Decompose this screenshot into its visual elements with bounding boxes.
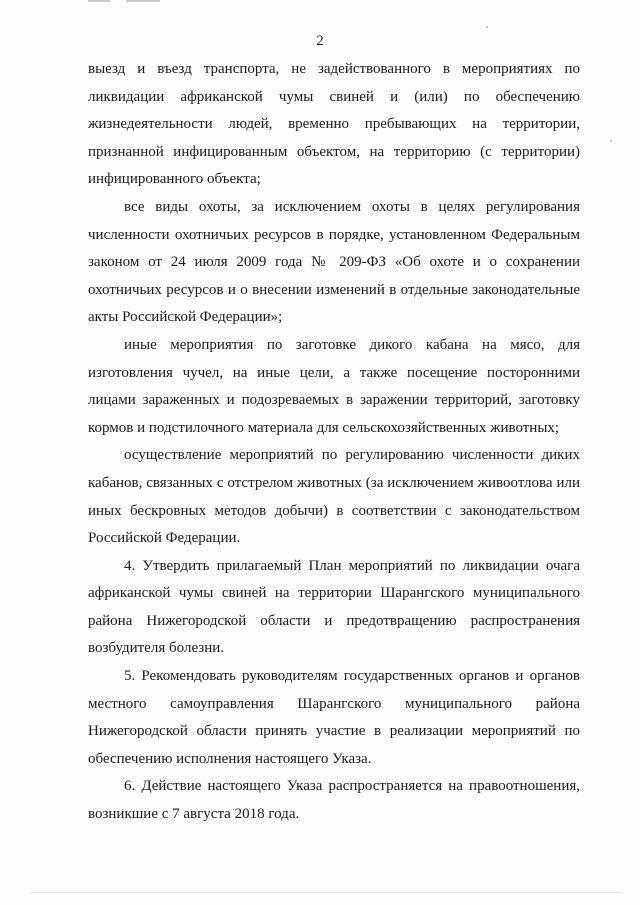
paragraph: 6. Действие настоящего Указа распространяется на правоотношения, возникшие с 7 августа 2018 года.	[88, 778, 580, 823]
paragraph: осуществление мероприятий по регулированию численности диких кабанов, связанных с отстрелом животных (за исключением живоотлова или иных бескровных методов добычи) в соответствии с законодательством Российской Федерации.	[88, 447, 580, 547]
scan-bottom-edge	[30, 892, 620, 893]
paragraph: выезд и въезд транспорта, не задействованного в мероприятиях по ликвидации африканской чумы свиней и (или) по обеспечению жизнедеятельности людей, временно пребывающих на территории, признанной инфицированным объектом, на территорию (с территории) инфицированного объекта;	[88, 61, 580, 188]
scan-artifact	[486, 26, 488, 28]
paragraph: 4. Утвердить прилагаемый План мероприятий по ликвидации очага африканской чумы свиней на территории Шарангского муниципального района Нижегородской области и предотвращению распространения возбудителя болезни.	[88, 557, 580, 657]
page-number: 2	[316, 33, 324, 49]
scan-artifact	[126, 0, 160, 2]
scan-artifact	[610, 140, 612, 142]
paragraph: все виды охоты, за исключением охоты в целях регулирования численности охотничьих ресурсов в порядке, установленном Федеральным законом от 24 июля 2009 года № 209-ФЗ «Об охоте и о сохранении охотничьих ресурсов и о внесении изменений в отдельные законодательные акты Российской Федерации»;	[88, 198, 580, 326]
document-body	[88, 56, 580, 829]
scan-artifact	[88, 0, 110, 2]
paragraph: 5. Рекомендовать руководителям государственных органов и органов местного самоуправления Шарангского муниципального района Нижегородской области принять участие в реализации мероприятий по обеспечению исполнения настоящего Указа.	[88, 668, 580, 767]
paragraph: иные мероприятия по заготовке дикого кабана на мясо, для изготовления чучел, на иные цели, а также посещение посторонними лицами зараженных и подозреваемых в заражении территорий, заготовку кормов и подстилочного материала для сельскохозяйственных животных;	[88, 336, 580, 436]
